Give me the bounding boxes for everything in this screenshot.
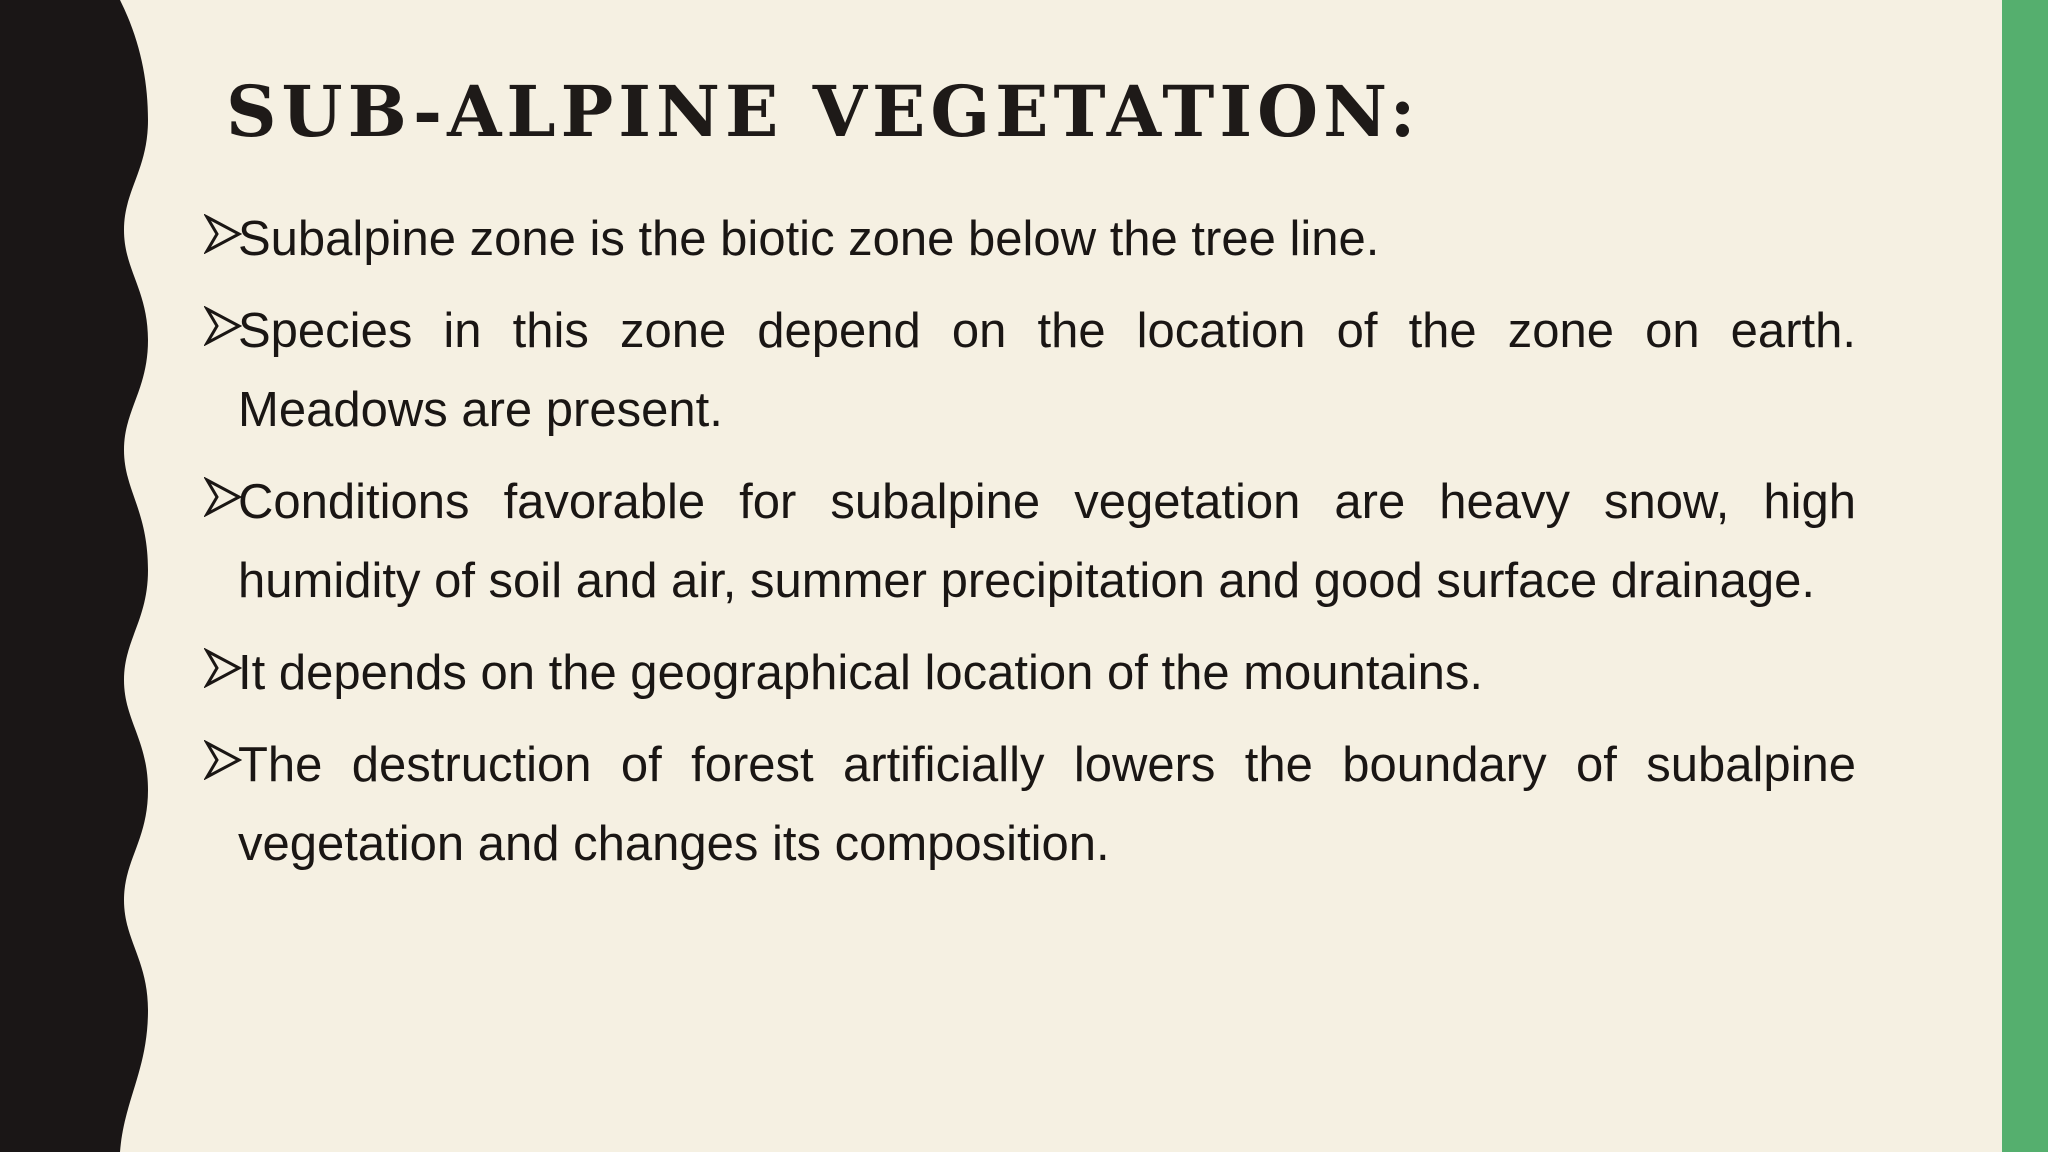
bullet-item <box>200 726 1856 884</box>
bullet-item <box>200 463 1856 621</box>
right-accent-stripe <box>2002 0 2048 1152</box>
arrowhead-bullet-icon <box>204 306 242 346</box>
arrowhead-bullet-icon <box>204 477 242 517</box>
bullet-text: Conditions favorable for subalpine vegetation are heavy snow, high humidity of soil and air, summer precipitation and good surface drainage. <box>238 475 1856 608</box>
bullet-item <box>200 292 1856 450</box>
bullet-text: Species in this zone depend on the location of the zone on earth. Meadows are present. <box>238 304 1856 437</box>
arrowhead-bullet-icon <box>204 740 242 780</box>
bullet-text: It depends on the geographical location of the mountains. <box>238 646 1483 700</box>
slide-title: SUB-ALPINE VEGETATION: <box>226 70 1421 153</box>
bullet-item <box>200 200 1856 279</box>
arrowhead-bullet-icon <box>204 214 242 254</box>
bullet-item <box>200 634 1856 713</box>
bullet-text: Subalpine zone is the biotic zone below the tree line. <box>238 212 1380 266</box>
bullet-list <box>200 200 1856 897</box>
arrowhead-bullet-icon <box>204 648 242 688</box>
bullet-text: The destruction of forest artificially lowers the boundary of subalpine vegetation and changes its composition. <box>238 738 1856 871</box>
left-wave-band <box>0 0 160 1152</box>
